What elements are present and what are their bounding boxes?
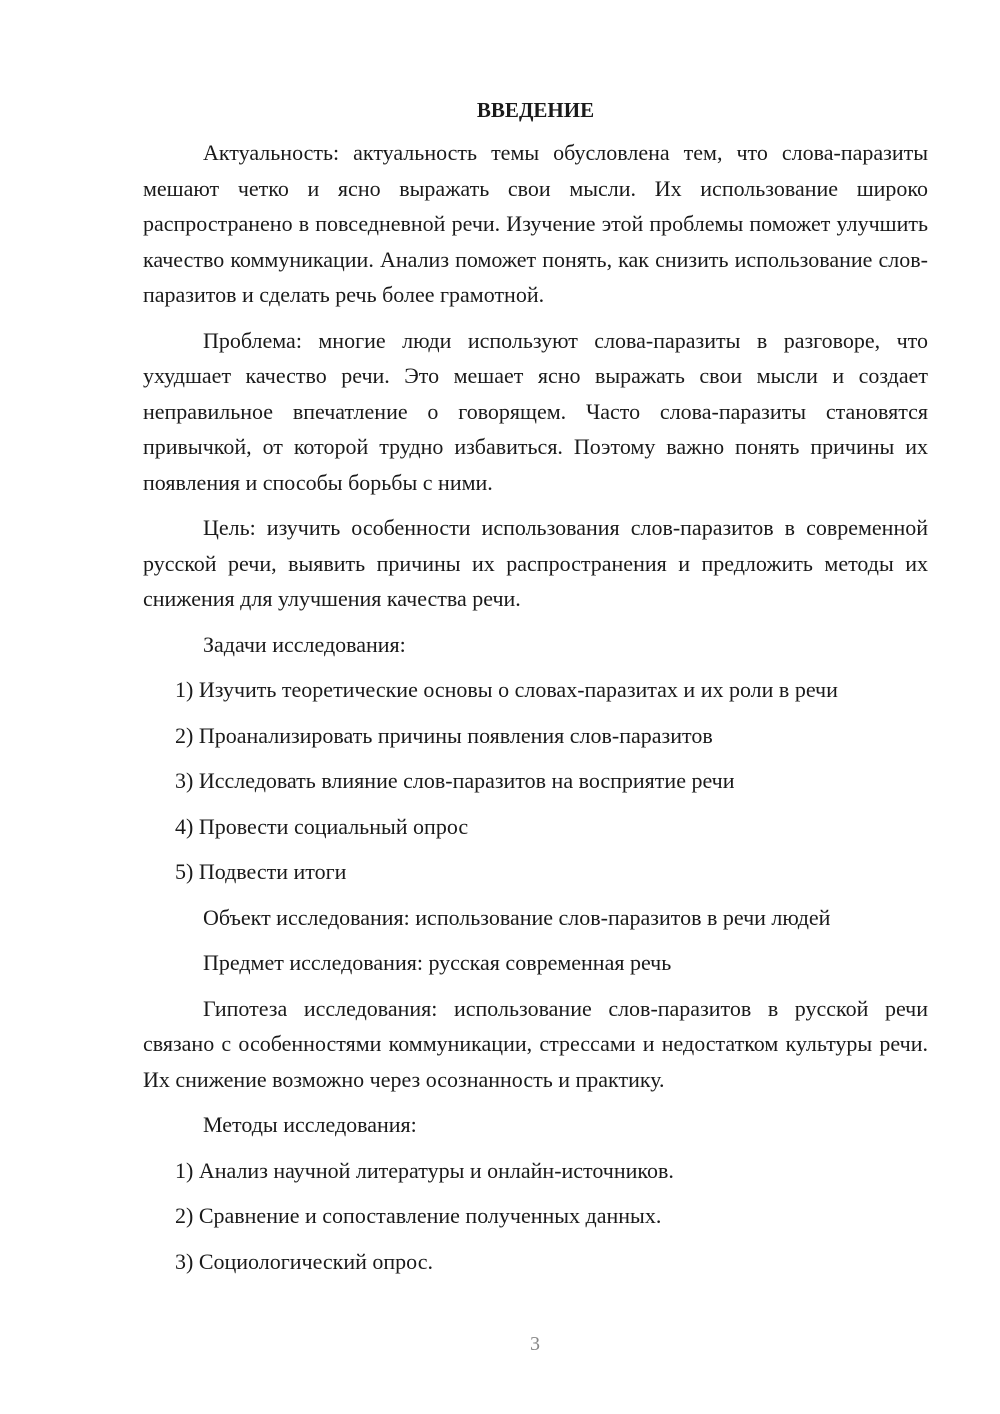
- task-item-4: 4) Провести социальный опрос: [175, 813, 469, 839]
- page-number: 3: [530, 1333, 540, 1355]
- goal-paragraph: Цель: изучить особенности использования слов-паразитов в современной русской речи, выявить причины их распространения и предложить методы их снижения для улучшения качества речи.: [143, 515, 928, 611]
- method-item-3: 3) Социологический опрос.: [175, 1248, 433, 1274]
- relevance-paragraph: Актуальность: актуальность темы обусловлена тем, что слова-паразиты мешают четко и ясно выражать свои мысли. Их использование широко распространено в повседневной речи. Изучение этой проблемы поможет улучшить качество коммуникации. Анализ поможет понять, как снизить использование слов-паразитов и сделать речь более грамотной.: [143, 140, 928, 307]
- hypothesis-paragraph: Гипотеза исследования: использование слов-паразитов в русской речи связано с особенностями коммуникации, стрессами и недостатком культуры речи. Их снижение возможно через осознанность и практику.: [143, 995, 928, 1092]
- section-title: ВВЕДЕНИЕ: [476, 98, 595, 122]
- methods-heading: Методы исследования:: [203, 1112, 417, 1137]
- tasks-heading: Задачи исследования:: [203, 631, 406, 657]
- problem-paragraph: Проблема: многие люди используют слова-паразиты в разговоре, что ухудшает качество речи. Это мешает ясно выражать свои мысли и создает неправильное впечатление о говорящем. Часто слова-паразиты становятся привычкой, от которой трудно избавиться. Поэтому важно понять причины их появления и способы борьбы с ними.: [143, 327, 928, 495]
- method-item-1: 1) Анализ научной литературы и онлайн-источников.: [175, 1157, 674, 1183]
- task-item-5: 5) Подвести итоги: [175, 859, 347, 884]
- document-page: [143, 93, 928, 1289]
- task-item-3: 3) Исследовать влияние слов-паразитов на восприятие речи: [175, 768, 735, 793]
- method-item-2: 2) Сравнение и сопоставление полученных данных.: [175, 1203, 662, 1228]
- object-line: Объект исследования: использование слов-паразитов в речи людей: [203, 904, 831, 930]
- task-item-1: 1) Изучить теоретические основы о словах-паразитах и их роли в речи: [175, 677, 838, 702]
- task-item-2: 2) Проанализировать причины появления слов-паразитов: [175, 722, 713, 748]
- subject-line: Предмет исследования: русская современная речь: [203, 950, 672, 975]
